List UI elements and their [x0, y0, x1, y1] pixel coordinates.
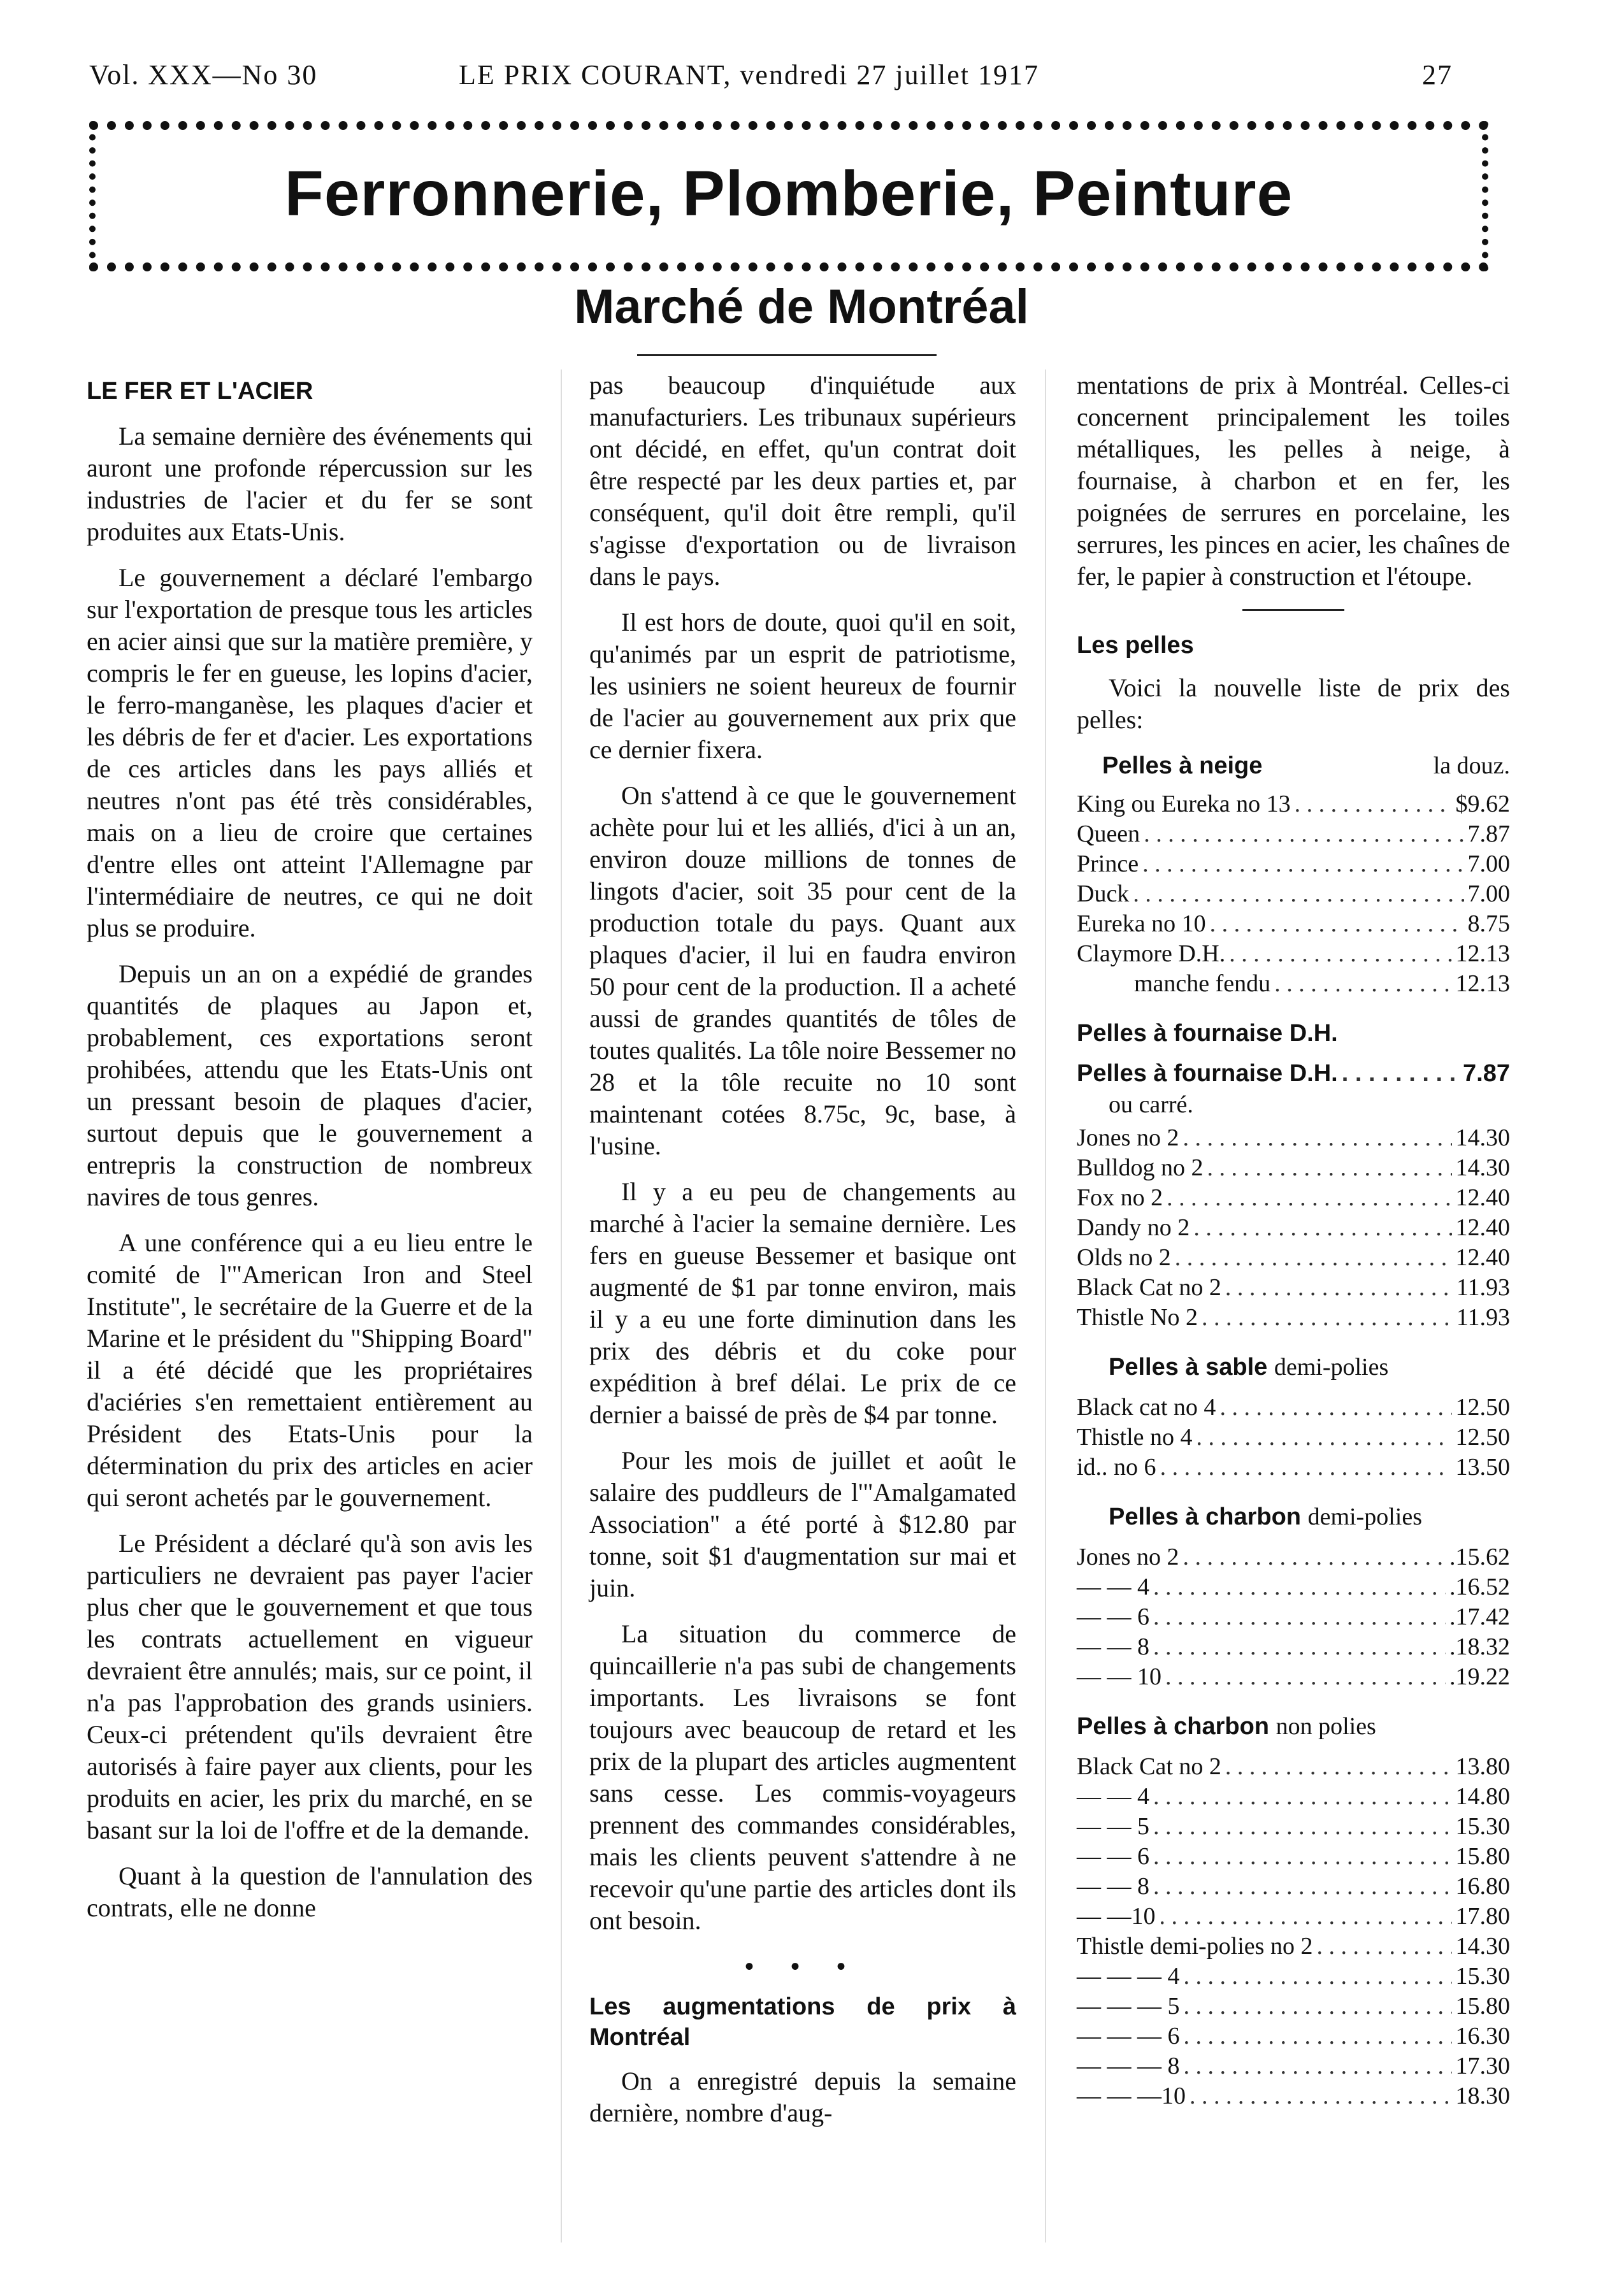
price-row: — — — 8 . . . 17.30: [1077, 2051, 1510, 2081]
price-row: — — — 4 . . . 15.30: [1077, 1962, 1510, 1991]
price-row: Bulldog no 2 . . . 14.30: [1077, 1153, 1510, 1183]
price-list-neige: [1077, 789, 1510, 999]
column-3: [1077, 370, 1510, 2111]
price-list-charbon-demi: [1077, 1542, 1510, 1692]
price-row: King ou Eureka no 13 . . . $9.62: [1077, 789, 1510, 819]
market-subtitle: Marché de Montréal: [574, 280, 1029, 334]
section-separator: • • •: [744, 1952, 861, 1981]
paragraph: A une conférence qui a eu lieu entre le comité de l'"American Iron and Steel Institute", le secrétaire de la Guerre et de la Marine et le président du "Shipping Board" il a été décidé que les propriétaires d'aciéries s'en remettaient entièrement au Président des Etats-Unis pour la détermination du prix des articles en acier qui seront achetés par le gouvernement.: [87, 1228, 533, 1512]
price-row: Thistle No 2 . . . 11.93: [1077, 1303, 1510, 1333]
price-row: Claymore D.H. . . . 12.13: [1077, 939, 1510, 969]
price-row: — — — 5 . . . 15.80: [1077, 1991, 1510, 2021]
price-row: Black cat no 4 . . . 12.50: [1077, 1393, 1510, 1423]
price-row: Thistle no 4 . . . 12.50: [1077, 1423, 1510, 1453]
price-row: — — 6 . . . 15.80: [1077, 1842, 1510, 1872]
price-row: — — — 6 . . . 16.30: [1077, 2021, 1510, 2051]
subheading: Les pelles: [1077, 632, 1194, 659]
price-row: — — 5 . . . 15.30: [1077, 1812, 1510, 1842]
price-list-header: [1077, 750, 1510, 782]
paragraph: Le gouvernement a déclaré l'embargo sur l'exportation de presque tous les articles en acier ainsi que sur la matière première, y compris le fer en gueuse, les lopins d'acier, le ferro-manganèse, les plaques d'acier et les débris de fer et d'acier. Les exportations de ces articles dans les pays alliés et neutres n'ont pas été très considérables, mais on a lieu de croire que certaines d'entre elles ont atteint l'Allemagne par l'intermédiaire de neutres, ce qui ne doit plus se produire.: [87, 563, 533, 942]
price-row: Jones no 2 . . . 14.30: [1077, 1123, 1510, 1153]
price-row: Prince . . . 7.00: [1077, 849, 1510, 879]
column-1: [87, 370, 533, 1938]
price-list-fournaise: [1077, 1123, 1510, 1333]
running-header: [89, 59, 1453, 97]
price-row: Fox no 2 . . . 12.40: [1077, 1183, 1510, 1213]
price-row: manche fendu . . . 12.13: [1077, 969, 1510, 999]
price-list-title: Pelles à charbon non polies: [1077, 1713, 1376, 1740]
divider: [1242, 609, 1344, 611]
price-row: Jones no 2 . . . .15.62: [1077, 1542, 1510, 1572]
price-list-title: Pelles à neige: [1102, 752, 1263, 779]
price-row: Pelles à fournaise D.H. . . . 7.87: [1077, 1059, 1510, 1089]
paragraph: mentations de prix à Montréal. Celles-ci concernent principalement les toiles métalliques, les pelles à neige, à fournaise, à charbon et en fer, les poignées de serrures en porcelaine, les serrures, les pinces en acier, les chaînes de fer, le papier à construction et l'étoupe.: [1077, 371, 1510, 591]
price-row: Duck . . . 7.00: [1077, 879, 1510, 909]
price-row: id.. no 6 . . . 13.50: [1077, 1453, 1510, 1482]
section-banner: [89, 121, 1488, 271]
price-unit: la douz.: [1433, 752, 1510, 779]
paragraph: Le Président a déclaré qu'à son avis les particuliers ne devraient pas payer l'acier plus cher que le gouvernement et que tous les contrats actuellement en vigueur devraient être annulés; mais, sur ce point, il n'a pas l'approbation des grands usiniers. Ceux-ci prétendent qu'ils devraient être autorisés à faire payer aux clients, pour les produits en acier, les prix du marché, en se basant sur la loi de l'offre et de la demande.: [87, 1529, 533, 1844]
article-heading: LE FER ET L'ACIER: [87, 378, 313, 405]
paragraph: Quant à la question de l'annulation des contrats, elle ne donne: [87, 1862, 533, 1922]
price-row: Black Cat no 2 . . . 11.93: [1077, 1273, 1510, 1303]
column-divider: [1045, 370, 1046, 2242]
article-heading: Les augmentations de prix à Montréal: [589, 1993, 1016, 2051]
volume-number: Vol. XXX—No 30: [89, 59, 318, 90]
price-row: Olds no 2 . . . 12.40: [1077, 1243, 1510, 1273]
price-list-sable: [1077, 1393, 1510, 1482]
price-row: — —10 . . . 17.80: [1077, 1902, 1510, 1932]
section-title: Ferronnerie, Plomberie, Peinture: [284, 158, 1293, 229]
price-list-title: Pelles à sable demi-polies: [1109, 1354, 1389, 1381]
paragraph: On s'attend à ce que le gouvernement achète pour lui et les alliés, d'ici à un an, environ douze millions de tonnes de lingots d'acier, soit 35 pour cent de la production totale du pays. Quant aux plaques d'acier, il lui en faudra environ 50 pour cent de la production. Il a acheté aussi de grandes quantités de tôles de toutes qualités. La tôle noire Bessemer no 28 et la tôle recuite no 10 sont maintenant cotées 8.75c, 9c, base, à l'usine.: [589, 781, 1016, 1160]
paragraph: Il y a eu peu de changements au marché à l'acier la semaine dernière. Les fers en gueuse Bessemer et basique ont augmenté de $1 par tonne environ, mais il y a eu une forte diminution dans les prix des débris et du coke pour expédition à bref délai. Le prix de ce dernier a baissé de près de $4 par tonne.: [589, 1177, 1016, 1429]
publication-date: LE PRIX COURANT, vendredi 27 juillet 1917: [459, 59, 1039, 90]
paragraph: La situation du commerce de quincaillerie n'a pas subi de changements importants. Les livraisons se font toujours avec beaucoup de retard et les prix de la plupart des articles augmentent sans cesse. Les commis-voyageurs prennent des commandes considérables, mais les clients peuvent s'attendre à ne recevoir qu'une partie des articles dont ils ont besoin.: [589, 1619, 1016, 1935]
paragraph: Voici la nouvelle liste de prix des pelles:: [1077, 673, 1510, 734]
price-list-charbon-non: [1077, 1752, 1510, 2111]
price-row: — — 6 . . . .17.42: [1077, 1602, 1510, 1632]
column-2: [589, 370, 1016, 2143]
price-row: Dandy no 2 . . . 12.40: [1077, 1213, 1510, 1243]
paragraph: Pour les mois de juillet et août le salaire des puddleurs de l'"Amalgamated Association" a été porté à $12.80 par tonne, soit $1 d'augmentation sur mai et juin.: [589, 1446, 1016, 1602]
price-list-title: Pelles à fournaise D.H.: [1077, 1020, 1338, 1047]
price-row: Thistle demi-polies no 2 . . . 14.30: [1077, 1932, 1510, 1962]
price-row: Eureka no 10 . . . 8.75: [1077, 909, 1510, 939]
price-row: Black Cat no 2 . . . 13.80: [1077, 1752, 1510, 1782]
page-number: 27: [1422, 59, 1453, 90]
paragraph: On a enregistré depuis la semaine dernière, nombre d'aug-: [589, 2067, 1016, 2127]
price-row: Queen . . . 7.87: [1077, 819, 1510, 849]
column-divider: [561, 370, 562, 2242]
paragraph: Il est hors de doute, quoi qu'il en soit, qu'animés par un esprit de patriotisme, les usiniers ne soient heureux de fournir de l'acier au gouvernement aux prix que ce dernier fixera.: [589, 608, 1016, 764]
price-row: — — 4 . . . 14.80: [1077, 1782, 1510, 1812]
price-row: — — —10 . . . 18.30: [1077, 2081, 1510, 2111]
subtitle-rule: [637, 354, 937, 356]
price-list-title: Pelles à charbon demi-polies: [1109, 1503, 1422, 1530]
price-row: — — 8 . . . .18.32: [1077, 1632, 1510, 1662]
price-row: — — 10 . . . .19.22: [1077, 1662, 1510, 1692]
price-row: — — 8 . . . 16.80: [1077, 1872, 1510, 1902]
paragraph: Depuis un an on a expédié de grandes quantités de plaques au Japon et, probablement, ces exportations seront prohibées, attendu que les Etats-Unis ont un pressant besoin de plaques d'acier, surtout depuis que le gouvernement a entrepris la construction de nombreux navires de tous genres.: [87, 959, 533, 1211]
paragraph: La semaine dernière des événements qui auront une profonde répercussion sur les industries de l'acier et du fer se sont produites aux Etats-Unis.: [87, 422, 533, 546]
price-note: ou carré.: [1109, 1091, 1193, 1118]
paragraph: pas beaucoup d'inquiétude aux manufacturiers. Les tribunaux supérieurs ont décidé, en effet, qu'un contrat doit être respecté par les deux parties et, par conséquent, qu'il doit être rempli, qu'il s'agisse d'exportation ou de livraison dans le pays.: [589, 371, 1016, 591]
price-row: — — 4 . . . .16.52: [1077, 1572, 1510, 1602]
